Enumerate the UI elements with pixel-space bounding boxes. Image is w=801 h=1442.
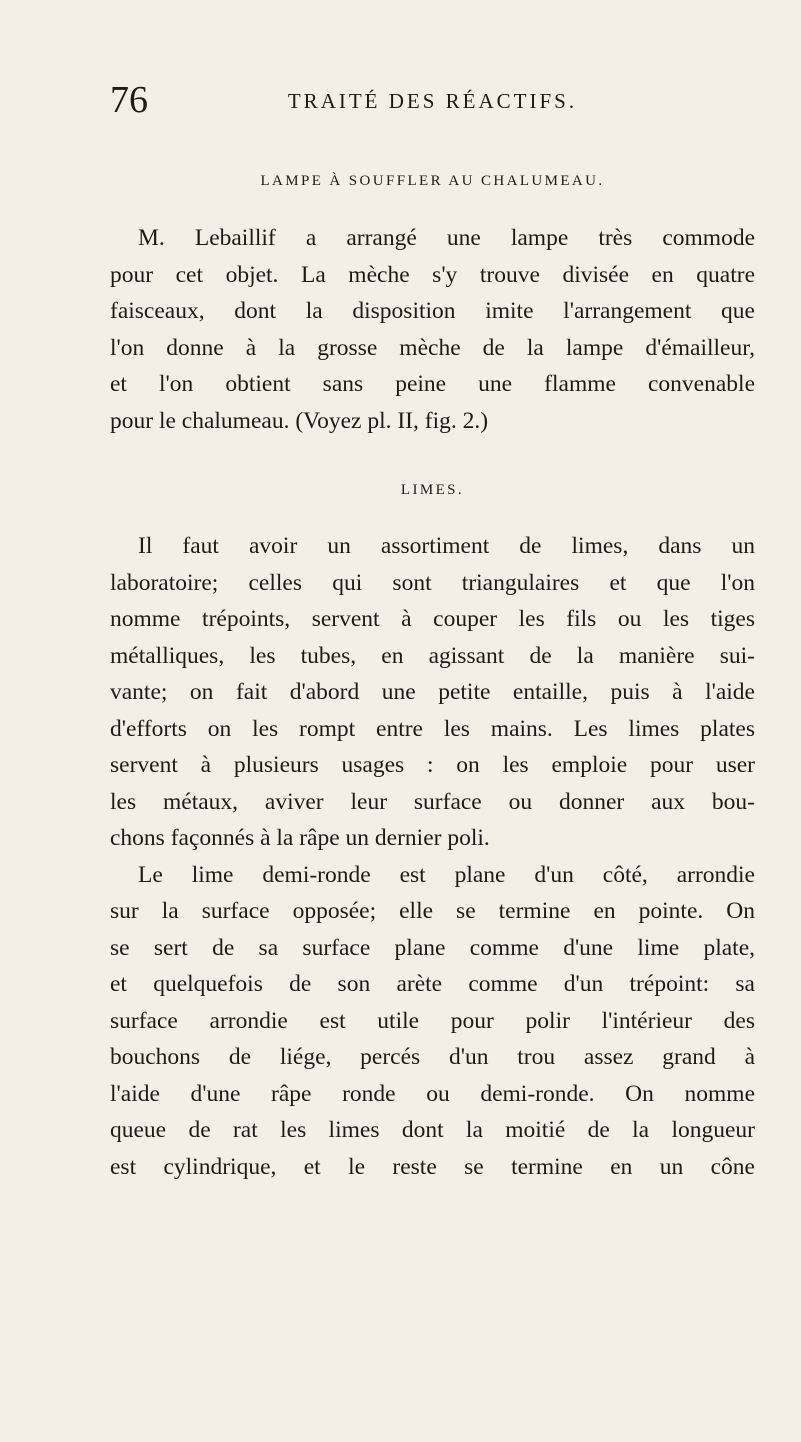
text-line: se sert de sa surface plane comme d'une lime plate, bbox=[110, 934, 755, 961]
text-line: faisceaux, dont la disposition imite l'arrangement que bbox=[110, 298, 755, 324]
text-line: sur la surface opposée; elle se termine en pointe. On bbox=[110, 898, 755, 924]
text-line: Il faut avoir un assortiment de limes, dans un bbox=[138, 533, 755, 559]
text-line: nomme trépoints, servent à couper les fils ou les tiges bbox=[110, 606, 755, 632]
section-title-lampe: LAMPE À SOUFFLER AU CHALUMEAU. bbox=[260, 173, 605, 189]
text-line: et l'on obtient sans peine une flamme convenable bbox=[110, 371, 755, 397]
paragraph-lampe bbox=[110, 220, 755, 439]
page-number: 76 bbox=[110, 79, 148, 121]
text-line: l'on donne à la grosse mèche de la lampe d'émailleur, bbox=[110, 334, 755, 361]
text-line: surface arrondie est utile pour polir l'intérieur des bbox=[110, 1007, 755, 1034]
text-line: d'efforts on les rompt entre les mains. Les limes plates bbox=[110, 715, 755, 742]
text-line: pour cet objet. La mèche s'y trouve divisée en quatre bbox=[110, 261, 755, 288]
text-line: les métaux, aviver leur surface ou donner aux bou- bbox=[110, 788, 755, 815]
text-line: l'aide d'une râpe ronde ou demi-ronde. On nomme bbox=[110, 1080, 755, 1107]
text-line: chons façonnés à la râpe un dernier poli. bbox=[110, 825, 490, 851]
section-title-limes: LIMES. bbox=[400, 482, 465, 498]
text-line: et quelquefois de son arète comme d'un trépoint: sa bbox=[110, 971, 755, 997]
paragraph-limes bbox=[110, 528, 755, 1185]
text-line: métalliques, les tubes, en agissant de la manière sui- bbox=[110, 642, 755, 669]
text-line: laboratoire; celles qui sont triangulaires et que l'on bbox=[110, 569, 755, 596]
text-line: queue de rat les limes dont la moitié de la longueur bbox=[110, 1117, 755, 1143]
page-header bbox=[110, 78, 755, 128]
text-line: vante; on fait d'abord une petite entaille, puis à l'aide bbox=[110, 679, 755, 705]
text-line: est cylindrique, et le reste se termine en un cône bbox=[110, 1153, 755, 1180]
text-line: pour le chalumeau. (Voyez pl. II, fig. 2.) bbox=[110, 407, 489, 434]
text-line: Le lime demi-ronde est plane d'un côté, arrondie bbox=[138, 861, 755, 888]
text-line: servent à plusieurs usages : on les emploie pour user bbox=[110, 752, 755, 778]
text-line: M. Lebaillif a arrangé une lampe très commode bbox=[138, 225, 755, 251]
text-line: bouchons de liége, percés d'un trou assez grand à bbox=[110, 1044, 755, 1070]
running-head: TRAITÉ DES RÉACTIFS. bbox=[287, 89, 578, 113]
